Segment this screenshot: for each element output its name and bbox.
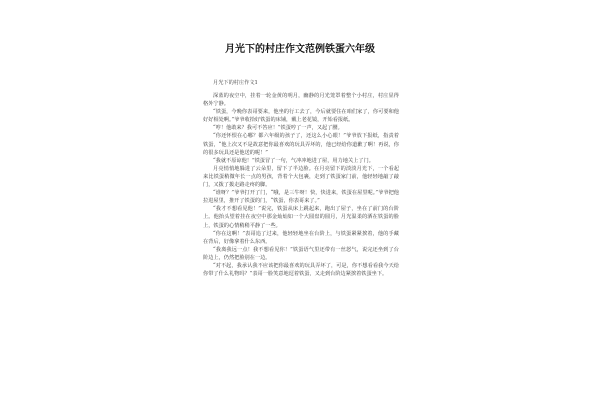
paragraph: “谁呀？”爷爷打开了门，“哦，是三牛呀！快，快进来，铁蛋在屋里呢。”爷爷把他拉进屋里，推开了铁蛋的门，“铁蛋，你表哥来了。” [203, 190, 399, 205]
paragraph: “哼！他敢来？我可不答应！”铁蛋哼了一声，又起了腰。 [213, 125, 343, 132]
essay-subtitle: 月光下的村庄作文1 [213, 80, 258, 86]
paragraph: “你还怀恨在心哪？都六年级的孩子了，还这么小心眼！”爷爷放下报纸，指责着铁蛋，“他上次又不是故意把你最喜欢的玩具弄坏的，他已经给你道歉了啊！再说，你的很多玩具还是他送的呢！” [203, 133, 399, 156]
paragraph: “你在这啊！”表哥追了过来，他轻轻地坐在台阶上，与铁蛋紧紧挨着，他的手藏在背后，好像拿着什么东西。 [203, 230, 399, 245]
paragraph: “对不起，我承认我不应该把你最喜欢的玩具弄坏了，可是，你不想看看我今天给你带了什么礼物吗？”表哥一脸笑意地逗着铁蛋，又走到台阶边紧挨着铁蛋坐下。 [203, 262, 399, 278]
paragraph: “我才不想看见他！”说完，铁蛋从床上跳起来，跑出了屋子，坐在了前门的台阶上。他抬头望着挂在夜空中那金灿灿如一个大圆盘的圆月，月光温柔的洒在铁蛋的脸上，铁蛋的心情稍稍平静了一些。 [203, 206, 399, 229]
paragraph: “铁蛋，今晚你表哥要来，他坐的行工去了，今后就要住在咱们家了，你可要和他好好相处啊。”爷爷收拾好铁蛋的床铺，戴上老花镜，开始看报纸。 [203, 109, 399, 124]
document-body [203, 80, 399, 278]
document-title: 月光下的村庄作文范例铁蛋六年级 [225, 44, 375, 55]
paragraph: “我离我远一点！我不想看见你！”铁蛋语气里还带有一丝怒气，说完还坐到了台阶边上，仍然把脸别在一边。 [203, 246, 399, 261]
paragraph: 月亮悄悄地躲进了云朵里，留下了半边脸。在月亮留下的淡淡月光下，一个看起来比铁蛋稍微年长一点的男孩，背着个大包裹，走到了铁蛋家门前，他轻轻地敲了敲门，又拨了拨走路走疼的脚。 [203, 165, 399, 189]
paragraph: “我就不原谅他！”铁蛋冒了一句，气冲冲地进了屋，用力地关上了门。 [213, 157, 374, 164]
paragraph: 深蓝的夜空中，挂着一轮金黄的明月，幽静的月光笼罩着整个小村庄，村庄显得格外宁静。 [203, 93, 399, 108]
